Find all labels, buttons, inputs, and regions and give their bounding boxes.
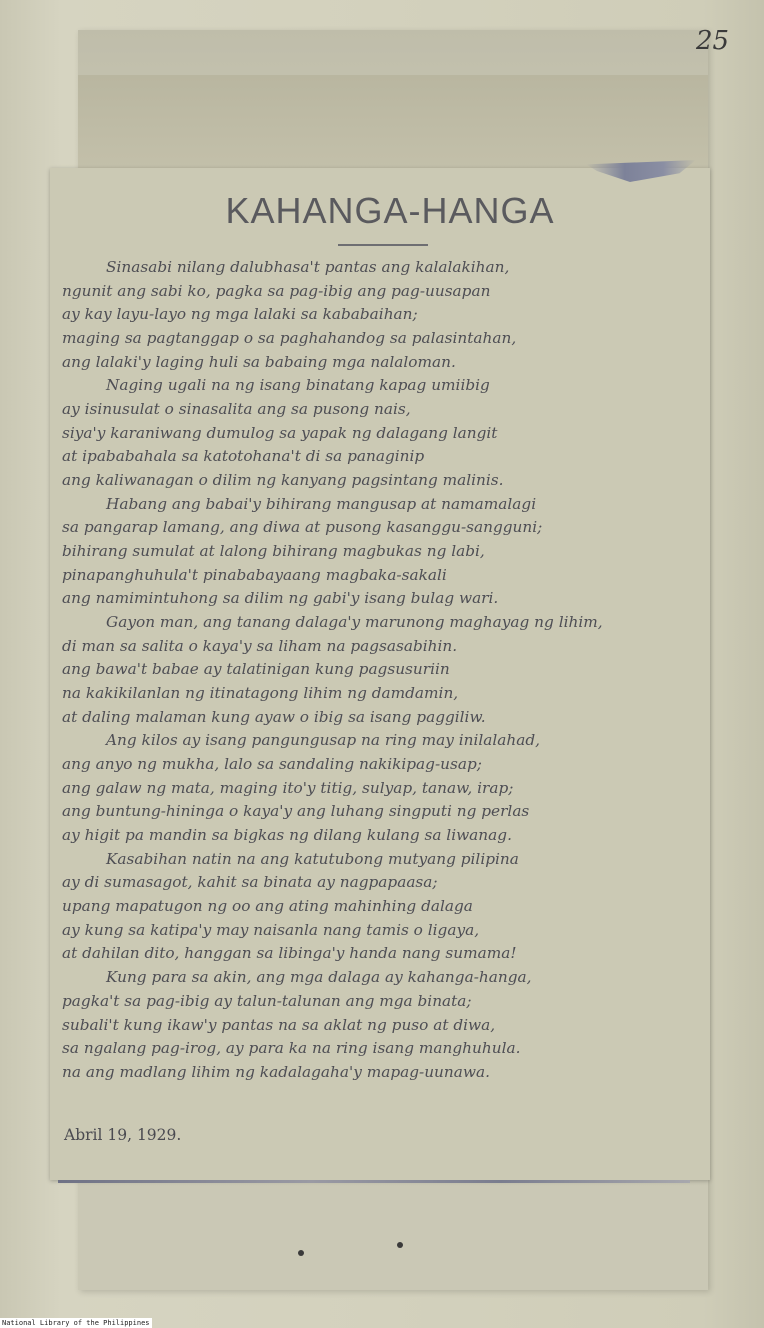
poem-line: ay kay layu-layo ng mga lalaki sa kababaihan; <box>62 305 418 324</box>
poem-line: maging sa pagtanggap o sa paghahandog sa palasintahan, <box>62 329 517 348</box>
pin-hole <box>397 1242 403 1248</box>
poem-line: ang lalaki'y laging huli sa babaing mga nalaloman. <box>62 352 456 371</box>
poem-line: na ang madlang lihim ng kadalagaha'y mapag-uunawa. <box>62 1062 490 1081</box>
poem-line: ngunit ang sabi ko, pagka sa pag-ibig ang pag-uusapan <box>62 281 491 300</box>
poem-line: siya'y karaniwang dumulog sa yapak ng dalagang langit <box>62 423 498 442</box>
poem-line: at ipababahala sa katotohana't di sa panaginip <box>62 447 425 466</box>
poem-line: ay kung sa katipa'y may naisanla nang tamis o ligaya, <box>62 920 480 939</box>
poem-line: Habang ang babai'y bihirang mangusap at namamalagi <box>106 494 537 513</box>
poem-line: ang galaw ng mata, maging ito'y titig, sulyap, tanaw, irap; <box>62 778 514 797</box>
poem-line: pagka't sa pag-ibig ay talun-talunan ang mga binata; <box>62 991 472 1010</box>
title-divider <box>338 244 428 246</box>
poem-line: Kung para sa akin, ang mga dalaga ay kahanga-hanga, <box>106 968 532 987</box>
poem-line: Gayon man, ang tanang dalaga'y marunong maghayag ng lihim, <box>106 613 603 632</box>
poem-line: ang kaliwanagan o dilim ng kanyang pagsintang malinis. <box>62 471 504 490</box>
poem-title: KAHANGA-HANGA <box>225 190 555 231</box>
clipping-bottom-rule <box>58 1180 690 1183</box>
poem-line: at dahilan dito, hanggan sa libinga'y handa nang sumama! <box>62 944 517 963</box>
poem-line: di man sa salita o kaya'y sa liham na pagsasabihin. <box>62 636 458 655</box>
poem-line: bihirang sumulat at lalong bihirang magbukas ng labi, <box>62 542 485 561</box>
poem-line: na kakikilanlan ng itinatagong lihim ng damdamin, <box>62 684 459 703</box>
poem-line: ang bawa't babae ay talatinigan kung pagsusuriin <box>62 660 450 679</box>
page-number: 25 <box>696 26 730 56</box>
poem-line: ang namimintuhong sa dilim ng gabi'y isang bulag wari. <box>62 589 499 608</box>
poem-line: pinapanghuhula't pinababayaang magbaka-sakali <box>62 565 447 584</box>
poem-line: ay di sumasagot, kahit sa binata ay nagpapaasa; <box>62 873 438 892</box>
library-footer: National Library of the Philippines <box>2 1319 150 1327</box>
poem-line: ang buntung-hininga o kaya'y ang luhang singputi ng perlas <box>62 802 530 821</box>
poem-date: Abril 19, 1929. <box>64 1126 182 1144</box>
poem-line: ay higit pa mandin sa bigkas ng dilang kulang sa liwanag. <box>62 826 512 845</box>
poem-line: subali't kung ikaw'y pantas na sa aklat ng puso at diwa, <box>62 1015 496 1034</box>
poem-line: ay isinusulat o sinasalita ang sa pusong nais, <box>62 400 411 419</box>
pin-hole <box>298 1250 304 1256</box>
poem-line: sa ngalang pag-irog, ay para ka na ring isang manghuhula. <box>62 1039 521 1058</box>
poem-line: upang mapatugon ng oo ang ating mahinhing dalaga <box>62 897 473 916</box>
poem-line: Naging ugali na ng isang binatang kapag umiibig <box>106 376 490 395</box>
poem-line: ang anyo ng mukha, lalo sa sandaling nakikipag-usap; <box>62 755 482 774</box>
poem-line: sa pangarap lamang, ang diwa at pusong kasanggu-sangguni; <box>62 518 543 537</box>
poem-body <box>62 256 708 1085</box>
poem-line: Sinasabi nilang dalubhasa't pantas ang kalalakihan, <box>106 258 510 276</box>
poem-line: Ang kilos ay isang pangungusap na ring may inilalahad, <box>106 731 541 750</box>
poem-line: at daling malaman kung ayaw o ibig sa isang paggiliw. <box>62 707 486 726</box>
poem-line: Kasabihan natin na ang katutubong mutyang pilipina <box>106 849 519 868</box>
backing-strip <box>78 75 708 170</box>
